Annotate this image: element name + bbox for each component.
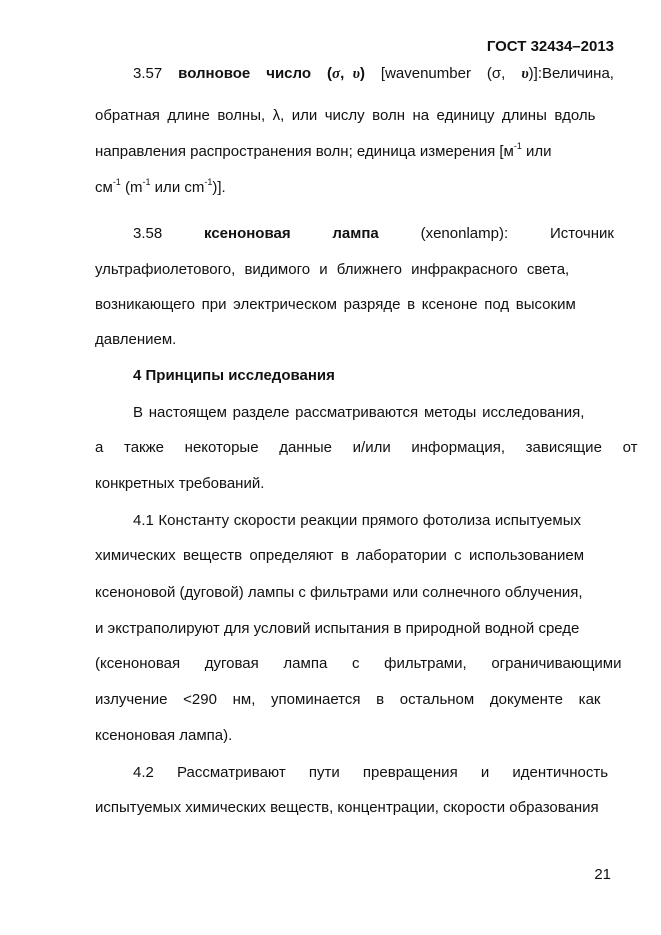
text-line: (ксеноновая дуговая лампа с фильтрами, ограничивающими [95,655,622,672]
text-line: 4.1 Константу скорости реакции прямого фотолиза испытуемых [133,512,581,529]
term-number: 3.57 [133,65,163,82]
text-line: ксеноновая лампа). [95,727,233,744]
term-english-tail: υ)]:Величина, [521,65,614,82]
text-line: направления распространения волн; единица измерения [$м^{-1}$ или [95,141,552,160]
term-english: [wavenumber [380,65,471,82]
text-line: и экстраполируют для условий испытания в природной водной среде [95,620,580,637]
text-word: Источник [549,225,614,242]
text-line: ксеноновой (дуговой) лампы с фильтрами или солнечного облучения, [95,584,583,601]
section-heading: 4 Принципы исследования [133,367,335,384]
term-3-57-line-1 [133,64,614,84]
term-word: волновое [178,65,251,82]
text-line: конкретных требований. [95,475,265,492]
term-word: лампа [332,225,379,242]
text-line: ультрафиолетового, видимого и ближнего инфракрасного света, [95,261,570,278]
page-number: 21 [594,866,611,883]
text-line: химических веществ определяют в лаборатории с использованием [95,547,585,564]
text-line: излучение <290 нм, упоминается в остальном документе как [95,691,601,708]
document-code: ГОСТ 32434–2013 [486,38,614,55]
term-word: число [266,65,311,82]
text-line: испытуемых химических веществ, концентрации, скорости образования [95,799,599,816]
text-line: возникающего при электрическом разряде в ксеноне под высоким [95,296,576,313]
term-symbols: (σ, υ) [326,65,365,82]
term-number: 3.58 [133,225,163,242]
text-line: $см^{-1}$ ($m^{-1}$ или $cm^{-1}$)]. [95,177,226,196]
text-line: а также некоторые данные и/или информация, зависящие от [95,439,638,456]
term-english: (xenonlamp): [420,225,509,242]
term-english: (σ, [486,65,506,82]
text-line: 4.2 Рассматривают пути превращения и идентичность [133,764,609,781]
text-line: обратная длине волны, λ, или числу волн на единицу длины вдоль [95,107,596,124]
text-line: В настоящем разделе рассматриваются методы исследования, [133,404,585,421]
text-line: давлением. [95,331,177,348]
term-word: ксеноновая [204,225,291,242]
term-3-58-line-1 [133,224,614,244]
